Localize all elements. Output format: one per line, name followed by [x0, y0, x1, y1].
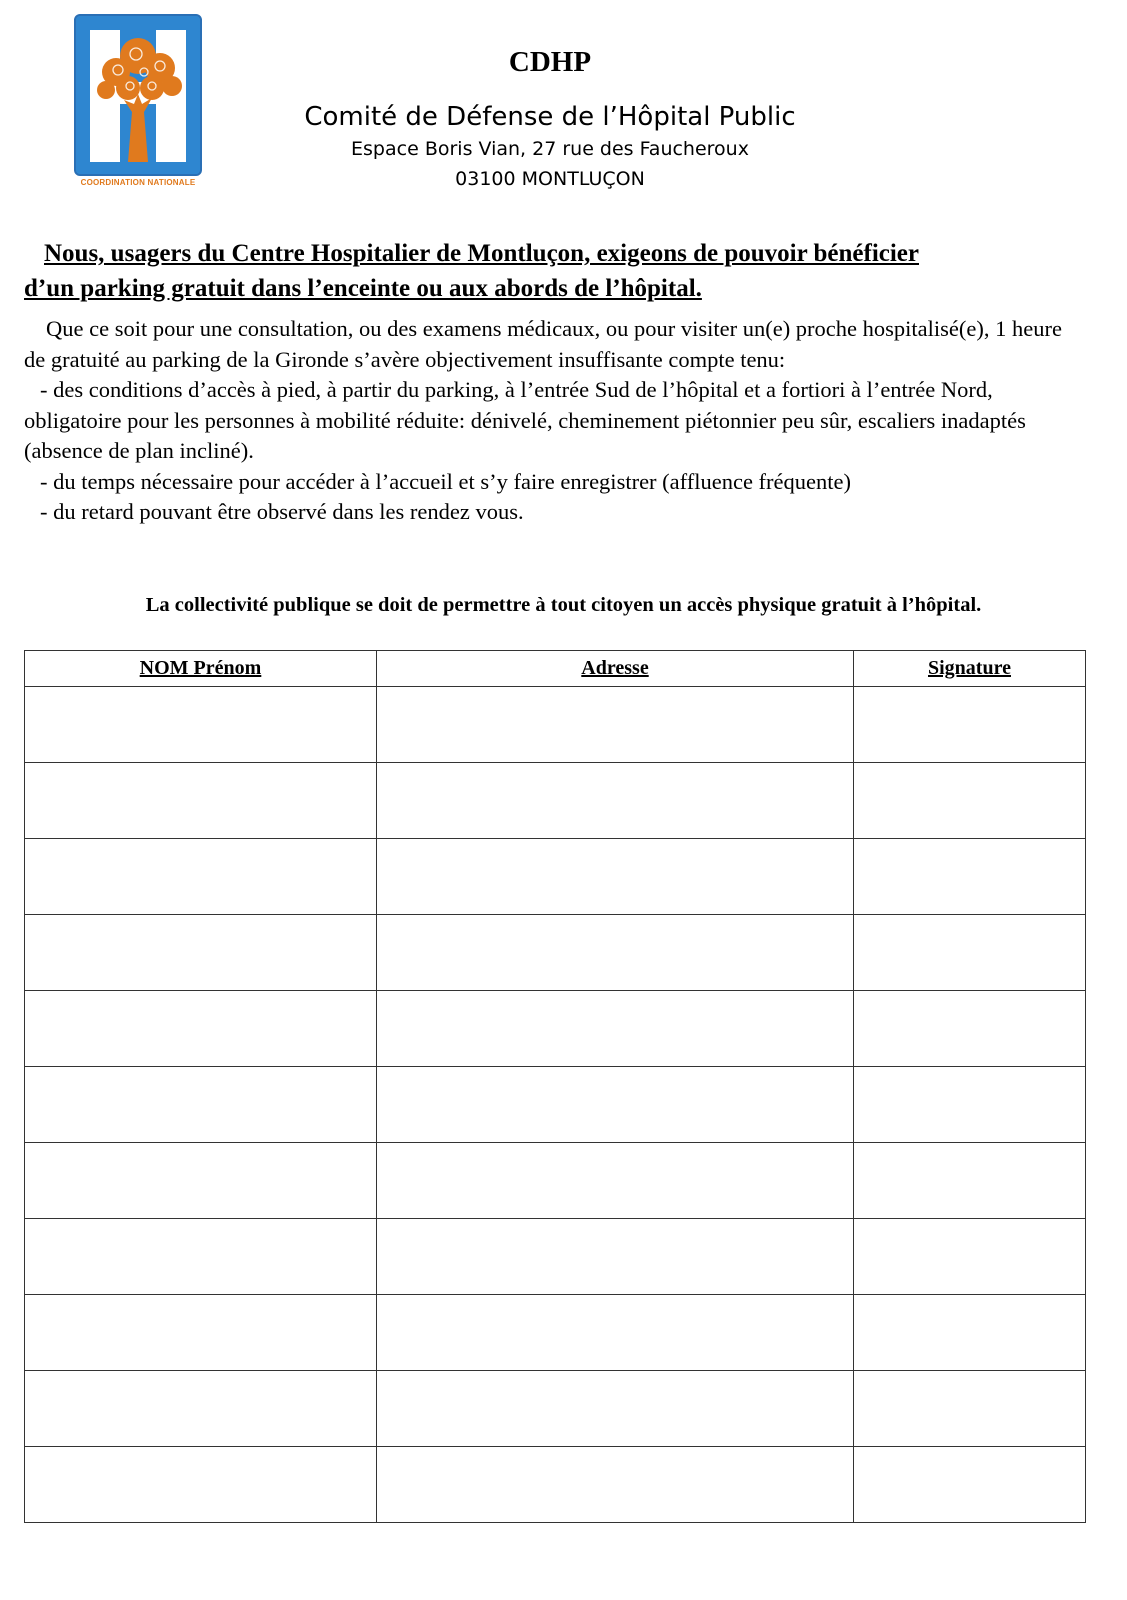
body-intro: Que ce soit pour une consultation, ou des examens médicaux, ou pour visiter un(e) proche hospitalisé(e), 1 heure de gratuité au parking de la Gironde s’avère objectivement insuffisante compte tenu: [24, 316, 1062, 372]
table-row [25, 1447, 1086, 1523]
table-row [25, 1371, 1086, 1447]
logo-badge [74, 14, 202, 176]
signature-table [24, 650, 1086, 1523]
org-address-line2: 03100 MONTLUÇON [455, 168, 645, 190]
cell-address[interactable] [377, 915, 854, 991]
cell-address[interactable] [377, 687, 854, 763]
cell-signature[interactable] [854, 1295, 1086, 1371]
body-item-access: - des conditions d’accès à pied, à partir du parking, à l’entrée Sud de l’hôpital et a fortiori à l’entrée Nord, obligatoire pour les personnes à mobilité réduite: dénivelé, cheminement piétonnier peu sûr, escaliers inadaptés (absence de plan incliné). [24, 377, 1026, 463]
table-row [25, 687, 1086, 763]
cell-address[interactable] [377, 1219, 854, 1295]
petition-statement: La collectivité publique se doit de permettre à tout citoyen un accès physique gratuit à l’hôpital. [145, 594, 982, 616]
table-row [25, 1067, 1086, 1143]
cell-address[interactable] [377, 1067, 854, 1143]
logo [74, 14, 202, 196]
cell-address[interactable] [377, 1295, 854, 1371]
column-header-signature: Signature [854, 651, 1086, 687]
cell-signature[interactable] [854, 687, 1086, 763]
cell-address[interactable] [377, 1371, 854, 1447]
cell-signature[interactable] [854, 991, 1086, 1067]
cell-signature[interactable] [854, 915, 1086, 991]
table-row [25, 991, 1086, 1067]
petition-headline [24, 236, 1094, 306]
letterhead [240, 42, 860, 194]
petition-body [24, 314, 1084, 528]
cell-signature[interactable] [854, 1447, 1086, 1523]
cell-address[interactable] [377, 1143, 854, 1219]
cell-signature[interactable] [854, 1371, 1086, 1447]
cell-name[interactable] [25, 1447, 377, 1523]
org-acronym: CDHP [508, 46, 592, 78]
cell-signature[interactable] [854, 1067, 1086, 1143]
cell-name[interactable] [25, 763, 377, 839]
table-row [25, 1143, 1086, 1219]
cell-address[interactable] [377, 763, 854, 839]
cell-signature[interactable] [854, 1143, 1086, 1219]
table-row [25, 763, 1086, 839]
cell-name[interactable] [25, 1067, 377, 1143]
headline-line1: Nous, usagers du Centre Hospitalier de Montluçon, exigeons de pouvoir bénéficier [44, 240, 919, 267]
cell-name[interactable] [25, 687, 377, 763]
table-row [25, 839, 1086, 915]
cell-address[interactable] [377, 1447, 854, 1523]
logo-caption: COORDINATION NATIONALE [80, 178, 196, 187]
table-row [25, 1219, 1086, 1295]
cell-name[interactable] [25, 1143, 377, 1219]
column-header-name: NOM Prénom [25, 651, 377, 687]
cell-name[interactable] [25, 991, 377, 1067]
cell-name[interactable] [25, 1295, 377, 1371]
hospital-tree-logo-icon [76, 16, 200, 174]
column-header-address: Adresse [377, 651, 854, 687]
signature-rows [25, 687, 1086, 1523]
cell-name[interactable] [25, 1371, 377, 1447]
body-item-delay: - du retard pouvant être observé dans les rendez vous. [40, 499, 524, 524]
cell-address[interactable] [377, 991, 854, 1067]
org-name: Comité de Défense de l’Hôpital Public [304, 102, 796, 132]
table-header-row [25, 651, 1086, 687]
body-item-registration: - du temps nécessaire pour accéder à l’accueil et s’y faire enregistrer (affluence fréquente) [40, 468, 851, 494]
cell-signature[interactable] [854, 839, 1086, 915]
table-row [25, 915, 1086, 991]
cell-signature[interactable] [854, 763, 1086, 839]
cell-address[interactable] [377, 839, 854, 915]
cell-name[interactable] [25, 915, 377, 991]
cell-name[interactable] [25, 839, 377, 915]
cell-name[interactable] [25, 1219, 377, 1295]
org-address-line1: Espace Boris Vian, 27 rue des Faucheroux [351, 138, 749, 160]
table-row [25, 1295, 1086, 1371]
headline-line2: d’un parking gratuit dans l’enceinte ou aux abords de l’hôpital. [24, 275, 702, 302]
cell-signature[interactable] [854, 1219, 1086, 1295]
